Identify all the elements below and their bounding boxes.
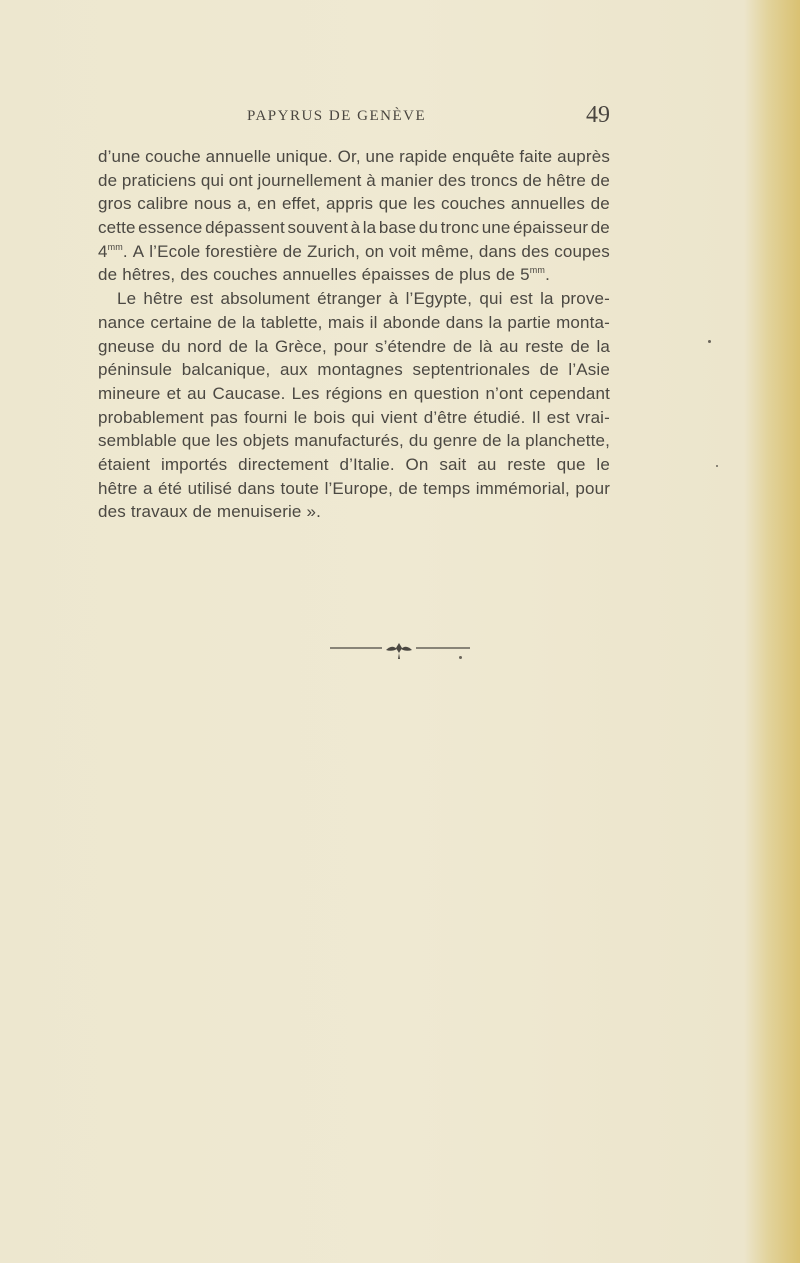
body-text	[98, 145, 610, 524]
text-line: péninsule balcanique, aux montagnes septentrionales de l’Asie	[98, 360, 610, 380]
text-line: de praticiens qui ont journellement à manier des troncs de hêtre de	[98, 170, 610, 190]
text-line: probablement pas fourni le bois qui vient d’être étudié. Il est vrai-	[98, 407, 610, 427]
text-line: mineure et au Caucase. Les régions en question n’ont cependant	[98, 383, 610, 403]
text-line: Le hêtre est absolument étranger à l’Egypte, qui est la prove-	[117, 289, 610, 309]
text-line: étaient importés directement d’Italie. On sait au reste que le	[98, 454, 610, 474]
text-line: des travaux de menuiserie ».	[98, 502, 322, 522]
running-title: PAPYRUS DE GENÈVE	[247, 108, 427, 124]
text-line: d’une couche annuelle unique. Or, une rapide enquête faite auprès	[98, 147, 610, 166]
text-line: cette essence dépassent souvent à la base du tronc une épaisseur de	[98, 218, 610, 238]
fleuron-ornament-icon	[330, 642, 470, 662]
text-line: semblable que les objets manufacturés, du genre de la planchette,	[98, 431, 610, 451]
text-line: de hêtres, des couches annuelles épaisses de plus de $5^{mm}$.	[98, 265, 550, 285]
page-number: 49	[586, 102, 610, 128]
text-line: nance certaine de la tablette, mais il abonde dans la partie monta-	[98, 312, 610, 332]
print-speck	[459, 656, 462, 659]
print-speck	[716, 465, 718, 467]
text-line: gros calibre nous a, en effet, appris que les couches annuelles de	[98, 194, 610, 214]
text-line: gneuse du nord de la Grèce, pour s’étendre de là au reste de la	[98, 336, 610, 356]
running-header	[0, 104, 800, 134]
text-line: hêtre a été utilisé dans toute l’Europe, de temps immémorial, pour	[98, 478, 610, 498]
text-line: $4^{mm}$. A l’Ecole forestière de Zurich, on voit même, dans des coupes	[98, 241, 610, 261]
print-speck	[708, 340, 711, 343]
